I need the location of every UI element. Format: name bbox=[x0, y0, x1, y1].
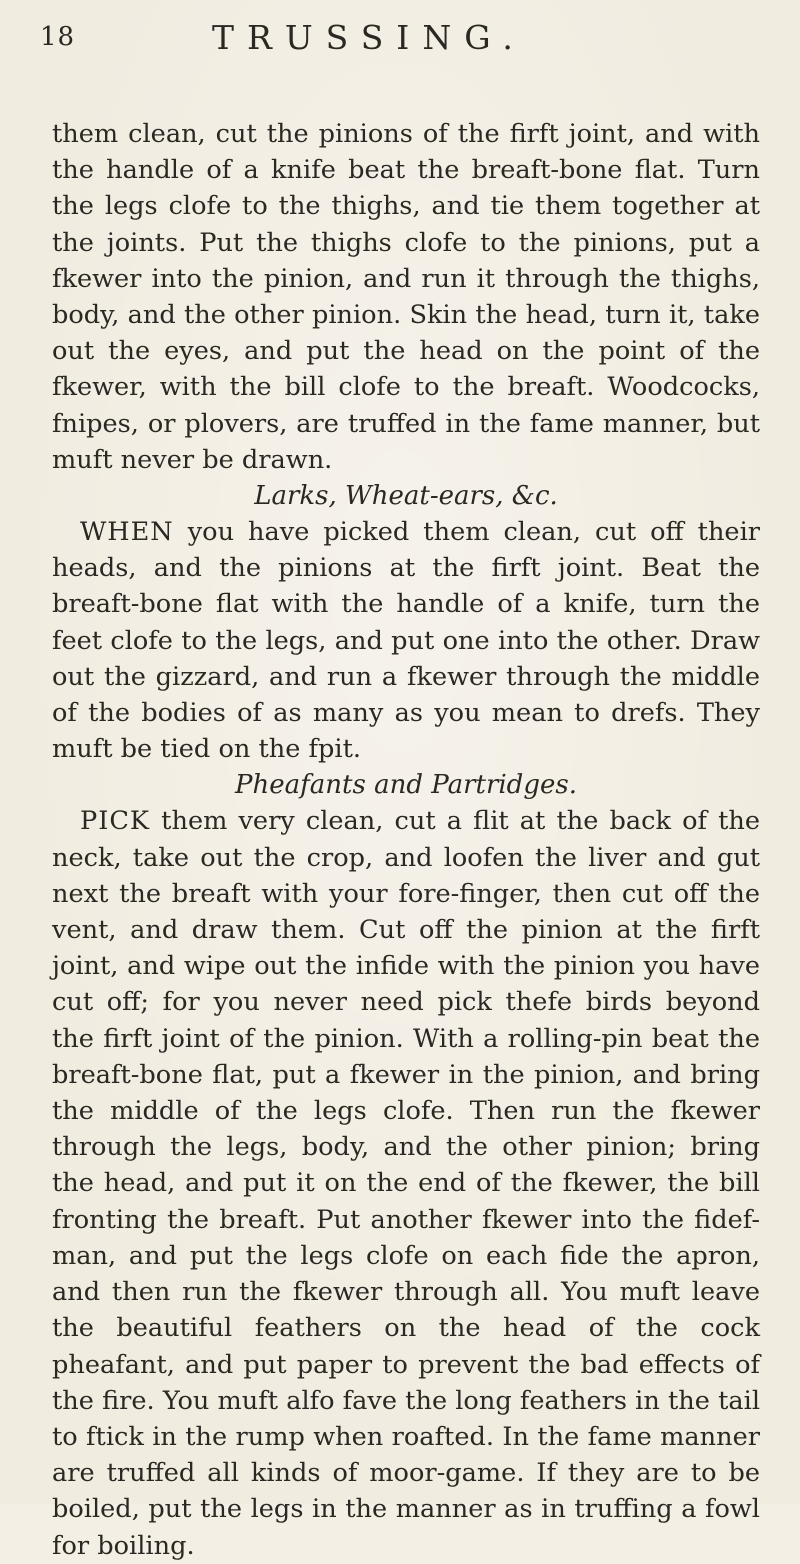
section-heading-pheasants: Pheafants and Partridges. bbox=[235, 770, 577, 801]
section-heading-larks: Larks, Wheat-ears, &c. bbox=[254, 481, 558, 512]
body-text bbox=[52, 116, 760, 1564]
page-header bbox=[40, 18, 760, 68]
paragraph-lead-word: WHEN bbox=[80, 517, 174, 548]
paragraph-lead-word: PICK bbox=[80, 806, 151, 837]
paragraph-pheasants bbox=[52, 803, 760, 1563]
paragraph-text: you have picked them clean, cut off their heads, and the pinions at the firft joint. Beat the breaft-bone flat with the handle of a knife, turn the feet clofe to the legs, and put one into the other. Draw out the gizzard, and run a fkewer through the middle of the bodies of as many as you mean to drefs. They muft be tied on the fpit. bbox=[52, 517, 760, 765]
paragraph-larks bbox=[52, 514, 760, 767]
page-number: 18 bbox=[40, 22, 76, 52]
paragraph-text: them very clean, cut a flit at the back of the neck, take out the crop, and loofen the liver and gut next the breaft with your fore-finger, then cut off the vent, and draw them. Cut off the pinion at the firft joint, and wipe out the infide with the pinion you have cut off; for you never need pick thefe birds beyond the firft joint of the pinion. With a rolling-pin beat the breaft-bone flat, put a fkewer in the pinion, and bring the middle of the legs clofe. Then run the fkewer through the legs, body, and the other pinion; bring the head, and put it on the end of the fkewer, the bill fronting the breaft. Put another fkewer into the fidef-man, and put the legs clofe on each fide the apron, and then run the fkewer through all. You muft leave the beautiful feathers on the head of the cock pheafant, and put paper to prevent the bad effects of the fire. You muft alfo fave the long feathers in the tail to ftick in the rump when roafted. In the fame manner are truffed all kinds of moor-game. If they are to be boiled, put the legs in the manner as in truffing a fowl for boiling. bbox=[52, 806, 760, 1561]
paragraph-continuation: them clean, cut the pinions of the firft joint, and with the handle of a knife beat the breaft-bone flat. Turn the legs clofe to the thighs, and tie them together at the joints. Put the thighs clofe to the pinions, put a fkewer into the pinion, and run it through the thighs, body, and the other pinion. Skin the head, turn it, take out the eyes, and put the head on the point of the fkewer, with the bill clofe to the breaft. Woodcocks, fnipes, or plovers, are truffed in the fame manner, but muft never be drawn. bbox=[52, 119, 760, 475]
running-head: TRUSSING. bbox=[212, 18, 526, 57]
